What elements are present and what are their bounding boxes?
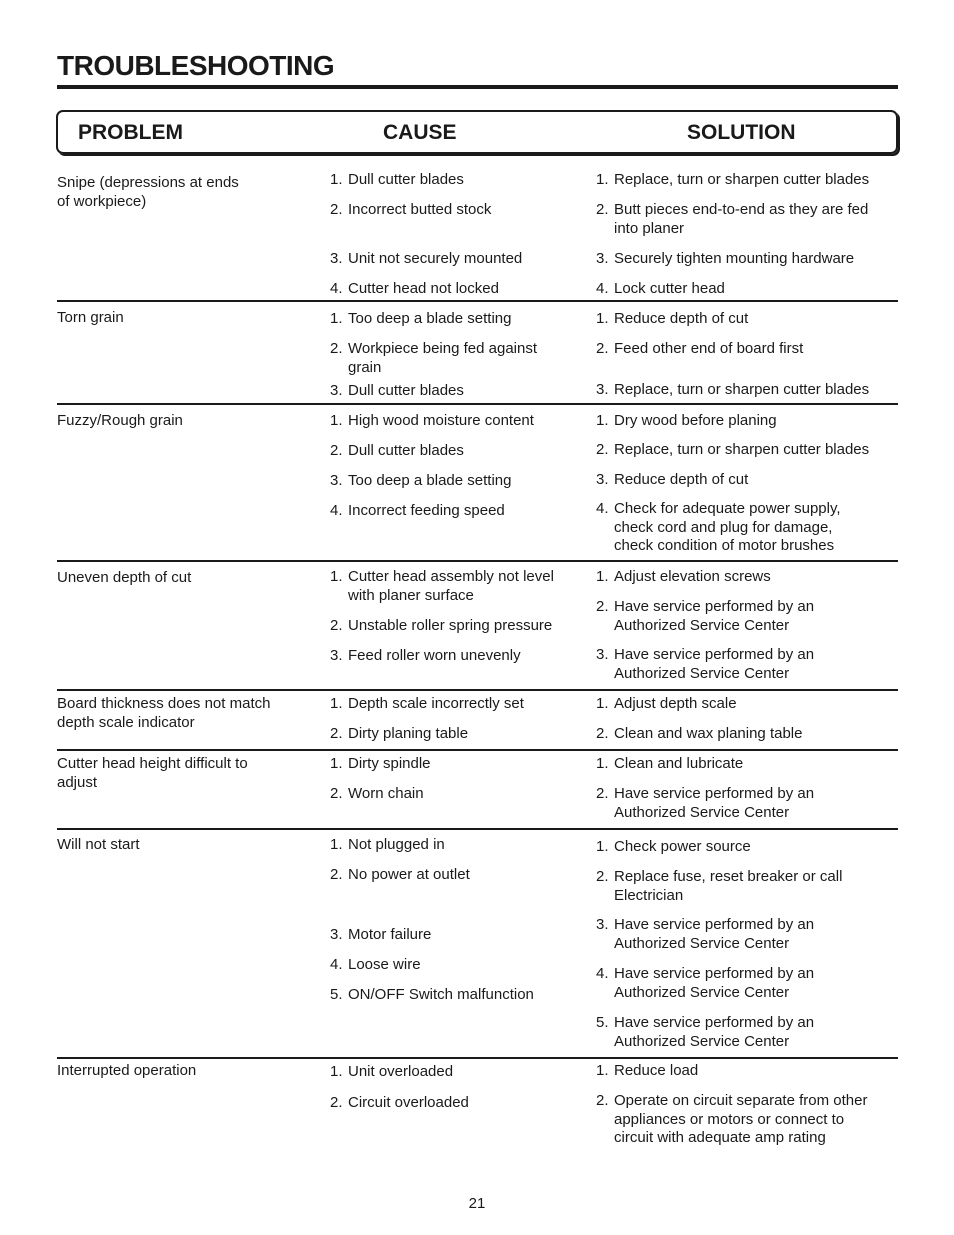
cause-item: 1. Dull cutter blades — [330, 171, 464, 188]
solution-item: 2. Have service performed by an Authorized Service Center — [596, 598, 815, 634]
cause-column-header: CAUSE — [383, 121, 457, 144]
solution-item: 4. Check for adequate power supply, check cord and plug for damage, check condition of motor brushes — [596, 500, 841, 554]
problem-column-header: PROBLEM — [78, 121, 183, 144]
table-header — [56, 110, 898, 154]
row-divider — [57, 300, 898, 302]
cause-item: 3. Motor failure — [330, 926, 432, 943]
solution-item: 3. Have service performed by an Authorized Service Center — [596, 916, 815, 952]
cause-item: 2. Worn chain — [330, 785, 424, 802]
cause-item: 3. Unit not securely mounted — [330, 250, 523, 267]
cause-item: 2. Dull cutter blades — [330, 442, 464, 459]
solution-item: 3. Replace, turn or sharpen cutter blades — [596, 381, 870, 398]
cause-item: 3. Feed roller worn unevenly — [330, 647, 521, 664]
solution-item: 1. Check power source — [596, 838, 751, 855]
row-divider — [57, 749, 898, 751]
cause-item: 4. Loose wire — [330, 956, 421, 973]
cause-item: 1. Depth scale incorrectly set — [330, 695, 524, 712]
cause-item: 1. Dirty spindle — [330, 755, 431, 772]
cause-item: 2. No power at outlet — [330, 866, 470, 883]
cause-item: 5. ON/OFF Switch malfunction — [330, 986, 534, 1003]
row-divider — [57, 403, 898, 405]
row-divider — [57, 828, 898, 830]
solution-item: 4. Lock cutter head — [596, 280, 725, 297]
cause-item: 2. Unstable roller spring pressure — [330, 617, 553, 634]
solution-item: 2. Feed other end of board first — [596, 340, 804, 357]
solution-item: 1. Replace, turn or sharpen cutter blades — [596, 171, 870, 188]
problem-text: Board thickness does not match depth scale indicator — [57, 695, 271, 731]
problem-text: Fuzzy/Rough grain — [57, 412, 183, 429]
cause-item: 2. Dirty planing table — [330, 725, 469, 742]
solution-item: 1. Reduce depth of cut — [596, 310, 749, 327]
cause-item: 1. Not plugged in — [330, 836, 445, 853]
solution-item: 4. Have service performed by an Authorized Service Center — [596, 965, 815, 1001]
solution-item: 3. Securely tighten mounting hardware — [596, 250, 855, 267]
cause-item: 4. Cutter head not locked — [330, 280, 499, 297]
solution-column-header: SOLUTION — [687, 121, 796, 144]
row-divider — [57, 560, 898, 562]
cause-item: 3. Dull cutter blades — [330, 382, 464, 399]
problem-text: Cutter head height difficult to adjust — [57, 755, 248, 791]
solution-item: 3. Have service performed by an Authorized Service Center — [596, 646, 815, 682]
solution-item: 2. Operate on circuit separate from other appliances or motors or connect to circuit with adequate amp rating — [596, 1092, 868, 1146]
cause-item: 1. High wood moisture content — [330, 412, 534, 429]
cause-item: 3. Too deep a blade setting — [330, 472, 512, 489]
problem-text: Torn grain — [57, 309, 124, 326]
cause-item: 1. Too deep a blade setting — [330, 310, 512, 327]
solution-item: 1. Dry wood before planing — [596, 412, 777, 429]
solution-item: 2. Butt pieces end-to-end as they are fed into planer — [596, 201, 869, 237]
solution-item: 2. Replace, turn or sharpen cutter blades — [596, 441, 870, 458]
solution-item: 1. Reduce load — [596, 1062, 699, 1079]
solution-item: 2. Have service performed by an Authorized Service Center — [596, 785, 815, 821]
cause-item: 2. Workpiece being fed against grain — [330, 340, 538, 376]
solution-item: 1. Adjust elevation screws — [596, 568, 771, 585]
problem-text: Uneven depth of cut — [57, 569, 192, 586]
problem-text: Snipe (depressions at ends of workpiece) — [57, 174, 239, 210]
row-divider — [57, 689, 898, 691]
title-rule — [57, 85, 898, 89]
row-divider — [57, 1057, 898, 1059]
problem-text: Will not start — [57, 836, 140, 853]
page-number: 21 — [468, 1195, 486, 1212]
cause-item: 4. Incorrect feeding speed — [330, 502, 505, 519]
problem-text: Interrupted operation — [57, 1062, 197, 1079]
cause-item: 1. Cutter head assembly not level with planer surface — [330, 568, 554, 604]
solution-item: 1. Adjust depth scale — [596, 695, 737, 712]
solution-item: 2. Clean and wax planing table — [596, 725, 803, 742]
solution-item: 2. Replace fuse, reset breaker or call Electrician — [596, 868, 843, 904]
solution-item: 1. Clean and lubricate — [596, 755, 744, 772]
solution-item: 5. Have service performed by an Authorized Service Center — [596, 1014, 815, 1050]
cause-item: 2. Incorrect butted stock — [330, 201, 492, 218]
cause-item: 1. Unit overloaded — [330, 1063, 454, 1080]
solution-item: 3. Reduce depth of cut — [596, 471, 749, 488]
cause-item: 2. Circuit overloaded — [330, 1094, 469, 1111]
page-title: TROUBLESHOOTING — [57, 50, 335, 81]
